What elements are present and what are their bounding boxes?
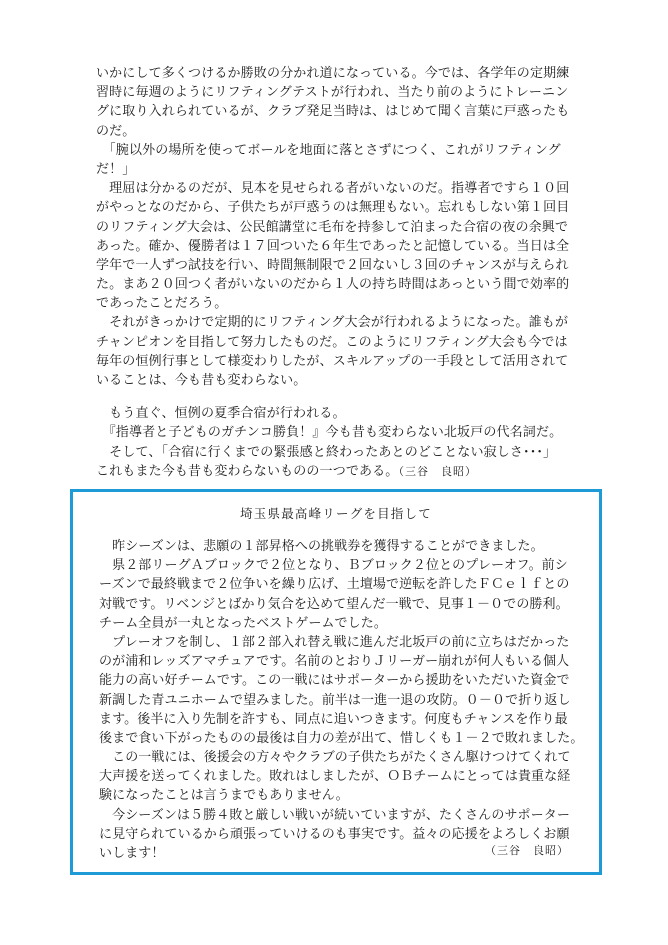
boxed-article-body [99,537,584,863]
boxed-article-line: いします！ [99,846,165,861]
closing-line: 『指導者と子どものガチンコ勝負！』今も昔も変わらない北坂戸の代名詞だ。 [96,425,563,441]
top-article-signature: （三谷 良昭） [398,464,477,478]
article-line: のだ。 [96,123,136,139]
paragraph-gap [96,390,584,404]
boxed-article-line: 県２部リーグＡブロックで２位となり、Ｂブロック２位とのプレーオフ。前シ [99,558,568,574]
boxed-article-line: 今シーズンは５勝４敗と厳しい戦いが続いていますが、たくさんのサポーター [99,807,570,823]
article-line: 学年で一人ずつ試技を行い、時間無制限で２回ないし３回のチャンスが与えられ [96,257,569,273]
closing-line: そして、「合宿に行くまでの緊張感と終わったあとのどことない寂しさ･･･」 [96,444,557,460]
boxed-article-line: 験になったことは言うまでもありません。 [99,788,349,804]
article-line: 理屈は分かるのだが、見本を見せられる者がいないのだ。指導者ですら１０回 [96,181,570,197]
article-line: 「腕以外の場所を使ってボールを地面に落とさずにつく、これがリフティング [96,142,561,158]
boxed-article-line: 後まで食い下がったものの最後は自力の差が出て、惜しくも１－２で敗れました。 [99,730,584,746]
boxed-article-line: この一戦には、後援会の方々やクラブの子供たちがたくさん駆けつけてくれて [99,750,571,766]
article-line: のリフティング大会は、公民館講堂に毛布を持参して泊まった合宿の夜の余興で [96,219,569,235]
closing-line-text: これもまた今も昔も変わらないものの一つである。 [96,463,399,479]
boxed-article-line: チーム全員が一丸となったベストゲームでした。 [99,615,387,631]
boxed-article-line: 対戦です。リベンジとばかり気合を込めて望んだ一戦で、見事１－０での勝利。 [99,596,569,612]
closing-line: もう直ぐ、恒例の夏季合宿が行われる。 [96,406,346,422]
article-line: あった。確か、優勝者は１７回ついた６年生であったと記憶している。当日は全 [96,238,570,254]
article-line: それがきっかけで定期的にリフティング大会が行われるようになった。誰もが [96,315,569,331]
boxed-article-line: 新調した青ユニホームで望みました。前半は一進一退の攻防。０－０で折り返し [99,692,571,708]
article-line: 毎年の恒例行事として様変わりしたが、スキルアップの一手段として活用されて [96,353,569,369]
article-line: いかにして多くつけるか勝敗の分かれ道になっている。今では、各学年の定期練 [96,66,570,81]
boxed-article-line: ます。後半に入り先制を許すも、同点に追いつきます。何度もチャンスを作り最 [99,711,568,727]
boxed-article-line: 能力の高い好チームです。この一戦にはサポーターから援助をいただいた資金で [99,673,570,689]
article-line: チャンピオンを目指して努力したものだ。このようにリフティング大会も今では [96,334,568,350]
article-line: いることは、今も昔も変わらない。 [96,373,307,388]
boxed-article-signature: （三谷 良昭） [485,844,569,857]
boxed-article [70,489,602,875]
article-line: であったことだろう。 [96,296,228,312]
article-line: グに取り入れられているが、クラブ発足当時は、はじめて聞く言葉に戸惑ったも [96,104,570,120]
boxed-article-line: に見守られているから頑張っていけるのも事実です。益々の応援をよろしくお願 [99,826,570,842]
boxed-article-line: プレーオフを制し、１部２部入れ替え戦に進んだ北坂戸の前に立ちはだかった [99,634,570,650]
article-line: がやっとなのだから、子供たちが戸惑うのは無理もない。忘れもしない第１回目 [96,200,570,216]
boxed-article-line: 昨シーズンは、悲願の１部昇格への挑戦券を獲得することができました。 [99,539,544,554]
boxed-article-title: 埼玉県最高峰リーグを目指して [240,506,432,521]
article-line: だ！」 [96,161,136,177]
closing-line [96,462,584,481]
boxed-article-line: のが浦和レッズアマチュアです。名前のとおりＪリーガー崩れが何人もいる個人 [99,654,570,670]
boxed-article-line: 大声援を送ってくれました。敗れはしましたが、ＯＢチームにとっては貴重な経 [99,769,571,785]
top-article [96,64,584,481]
article-line: た。まあ２０回つく者がいないのだから１人の持ち時間はあっという間で効率的 [96,277,570,293]
boxed-article-line: ーズンで最終戦まで２位争いを繰り広げ、土壇場で逆転を許したＦＣｅｌｆとの [99,577,570,593]
article-line: 習時に毎週のようにリフティングテストが行われ、当たり前のようにトレーニン [96,85,569,101]
